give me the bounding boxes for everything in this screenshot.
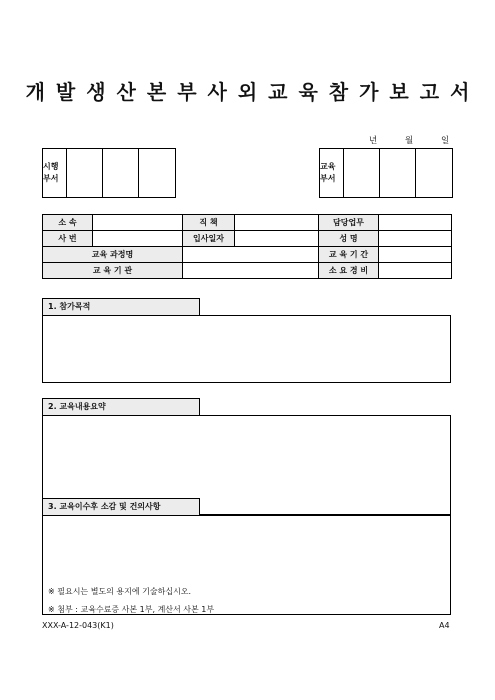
year-label: 년 xyxy=(369,136,378,146)
opinion-section-title: 3. 교육이수후 소감 및 건의사항 xyxy=(42,498,200,515)
approval-cell[interactable] xyxy=(416,149,452,197)
course-name-label: 교육 과정명 xyxy=(43,247,183,263)
employee-no-label: 사 번 xyxy=(43,231,93,247)
institution-label: 교 육 기 관 xyxy=(43,263,183,279)
name-label: 성 명 xyxy=(319,231,379,247)
duties-field[interactable] xyxy=(379,215,452,231)
institution-field[interactable] xyxy=(183,263,319,279)
purpose-text-area[interactable] xyxy=(42,315,451,383)
cost-field[interactable] xyxy=(379,263,452,279)
approval-cell[interactable] xyxy=(67,149,103,197)
executing-dept-approval-box xyxy=(42,148,176,198)
employee-no-field[interactable] xyxy=(93,231,183,247)
cost-label: 소 요 경 비 xyxy=(319,263,379,279)
executing-dept-label-text: 시행 부서 xyxy=(43,162,59,183)
affiliation-label: 소 속 xyxy=(43,215,93,231)
position-field[interactable] xyxy=(235,215,319,231)
employee-info-table xyxy=(42,214,452,279)
approval-cell[interactable] xyxy=(380,149,416,197)
month-label: 월 xyxy=(405,136,414,146)
affiliation-field[interactable] xyxy=(93,215,183,231)
hire-date-label: 입사일자 xyxy=(183,231,235,247)
education-dept-approval-box xyxy=(319,148,453,198)
position-label: 직 책 xyxy=(183,215,235,231)
executing-dept-label xyxy=(43,149,67,197)
note-attachments: ※ 첨부 : 교육수료증 사본 1부, 계산서 사본 1부 xyxy=(48,605,215,614)
hire-date-field[interactable] xyxy=(235,231,319,247)
form-code: XXX-A-12-043(K1) xyxy=(42,621,114,630)
course-name-field[interactable] xyxy=(183,247,319,263)
approval-cell[interactable] xyxy=(139,149,175,197)
duties-label: 담당업무 xyxy=(319,215,379,231)
document-title: 개발생산본부사외교육참가보고서 xyxy=(25,80,481,104)
period-label: 교 육 기 간 xyxy=(319,247,379,263)
approval-cell[interactable] xyxy=(344,149,380,197)
paper-size: A4 xyxy=(439,621,450,630)
opinion-text-area[interactable] xyxy=(42,515,451,615)
education-dept-label-text: 교육 부서 xyxy=(320,162,336,183)
name-field[interactable] xyxy=(379,231,452,247)
day-label: 일 xyxy=(441,136,450,146)
period-field[interactable] xyxy=(379,247,452,263)
note-separate-sheet: ※ 필요시는 별도의 용지에 기술하십시오. xyxy=(48,587,192,596)
education-dept-label xyxy=(320,149,344,197)
approval-cell[interactable] xyxy=(103,149,139,197)
purpose-section-title: 1. 참가목적 xyxy=(42,298,200,315)
summary-section-title: 2. 교육내용요약 xyxy=(42,398,200,415)
